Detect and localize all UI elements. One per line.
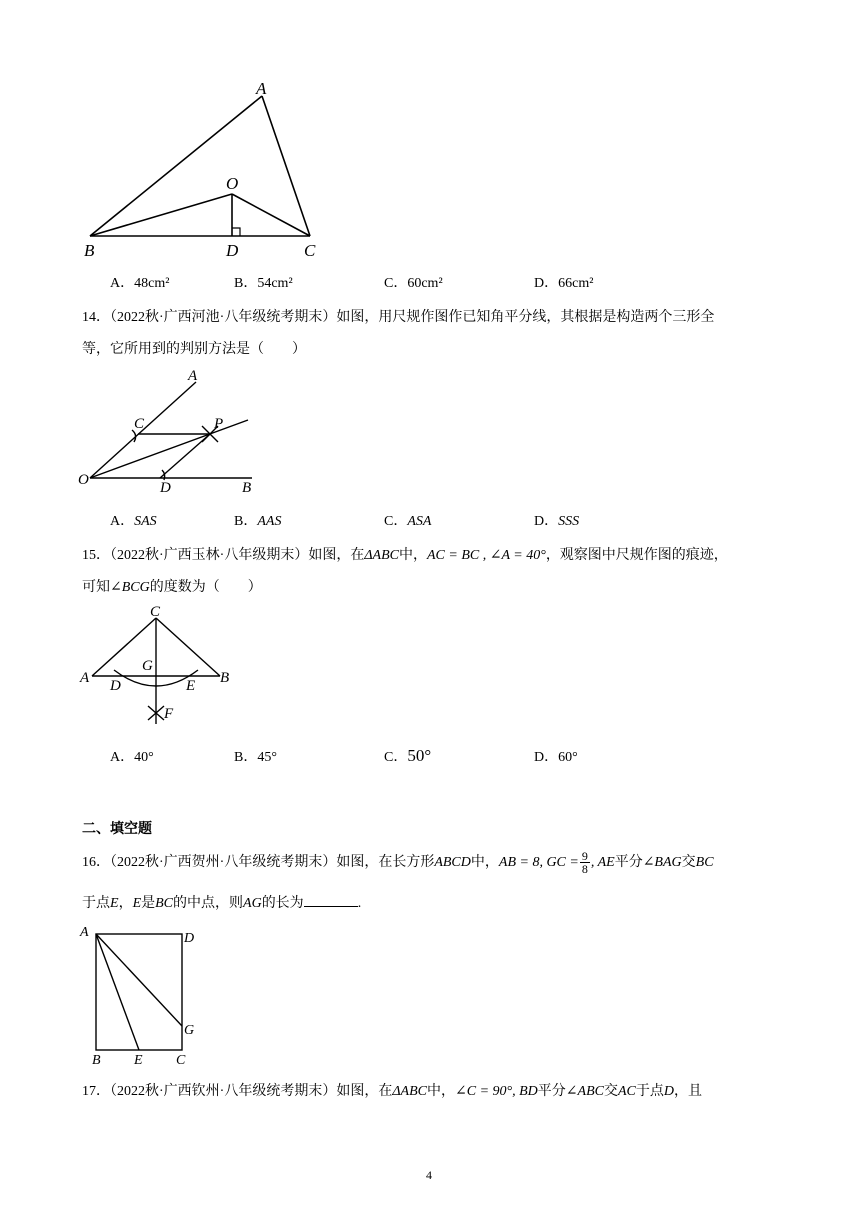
q15-option-d[interactable]: [534, 746, 578, 766]
q13-option-d[interactable]: [534, 272, 593, 292]
q16-label-c: C: [176, 1053, 186, 1064]
q13-label-o: O: [226, 174, 239, 193]
option-letter: B．: [234, 750, 258, 765]
q14-label-a: A: [188, 368, 198, 384]
option-letter: C．: [384, 276, 408, 291]
q15-label-d: D: [110, 678, 121, 694]
q16-label-g: G: [184, 1023, 195, 1038]
q14-option-b[interactable]: [234, 510, 281, 530]
q13-option-c[interactable]: [384, 272, 443, 292]
q16-text: 的长为: [261, 896, 304, 911]
q17-triangle: ΔABC: [392, 1084, 427, 1099]
q16-segment-ae: [96, 934, 139, 1050]
q16-text: 16．（2022秋·广西贺州·八年级统考期末）如图，在长方形: [82, 855, 435, 870]
q16-segment-ag: [96, 934, 182, 1026]
q16-rectangle-abcd: [96, 934, 182, 1050]
q16-fraction: [580, 850, 590, 875]
q14-label-b: B: [242, 480, 252, 496]
q14-option-c[interactable]: [384, 510, 431, 530]
q16-rectangle: ABCD: [434, 855, 471, 870]
q15-label-b: B: [220, 670, 230, 686]
section-heading: 二、填空题: [82, 821, 152, 837]
option-letter: A．: [110, 514, 135, 529]
q15-text: ，观察图中尺规作图的痕迹，: [545, 548, 728, 563]
option-letter: D．: [534, 514, 559, 529]
option-letter: C．: [384, 750, 408, 765]
q14-label-c: C: [134, 416, 145, 432]
q14-angle-bisector-figure: [76, 366, 266, 496]
q15-label-c: C: [150, 604, 161, 620]
q15-option-b[interactable]: [234, 746, 277, 766]
q16-point: E: [132, 896, 142, 911]
option-letter: D．: [534, 750, 559, 765]
q16-text: .: [357, 896, 362, 911]
q15-label-g: G: [142, 658, 153, 674]
q17-angle: ∠ABC: [565, 1084, 604, 1099]
q14-question-line1: 14．（2022秋·广西河池·八年级统考期末）如图，用尺规作图作已知角平分线，其根据是构造两个三形全: [82, 310, 715, 325]
q16-rectangle-figure: [78, 922, 208, 1064]
q16-segment: AG: [243, 896, 262, 911]
fraction-denominator: 8: [581, 862, 588, 877]
q16-text: ，: [118, 896, 133, 911]
q14-label-o: O: [78, 472, 89, 488]
option-letter: A．: [110, 276, 135, 291]
q15-angle: ∠BCG: [110, 580, 150, 595]
q17-point: D: [663, 1084, 674, 1099]
q17-segment: AC: [617, 1084, 636, 1099]
q15-text: 15．（2022秋·广西玉林·八年级期末）如图，在: [82, 548, 365, 563]
q16-text: 中，: [470, 855, 499, 870]
q16-angle: ∠BAG: [642, 855, 682, 870]
q16-label-a: A: [80, 925, 89, 940]
q15-question-line1: [82, 544, 728, 564]
q16-text: 平分: [614, 855, 643, 870]
option-text: ASA: [407, 514, 432, 529]
q16-segment: BC: [155, 896, 174, 911]
q13-segment-bo: [90, 194, 232, 236]
q16-label-e: E: [134, 1053, 143, 1064]
q15-label-e: E: [186, 678, 196, 694]
q15-text: 的度数为（ ）: [149, 580, 262, 595]
option-text: 45°: [257, 750, 277, 765]
q16-label-d: D: [184, 931, 195, 946]
q16-segment: BC: [695, 855, 714, 870]
option-text: 40°: [134, 750, 154, 765]
q17-text: 平分: [537, 1084, 566, 1099]
q16-text: 的中点，则: [173, 896, 244, 911]
option-letter: B．: [234, 514, 258, 529]
option-text: 48cm²: [134, 276, 170, 291]
q15-text: 可知: [82, 580, 110, 595]
q13-side-ab: [90, 96, 262, 236]
q15-text: 中，: [399, 548, 427, 563]
q15-condition: AC = BC , ∠A = 40°: [427, 548, 546, 563]
q17-text: 交: [603, 1084, 618, 1099]
q15-perpendicular-figure: [78, 604, 238, 728]
q14-question-line2: 等，它所用到的判别方法是（ ）: [82, 342, 306, 357]
option-text: SSS: [558, 514, 580, 529]
option-text: SAS: [134, 514, 157, 529]
q16-text: 于点: [82, 896, 110, 911]
option-text: 54cm²: [257, 276, 293, 291]
option-text: 66cm²: [558, 276, 594, 291]
option-letter: D．: [534, 276, 559, 291]
option-text: 60cm²: [407, 276, 443, 291]
q15-label-a: A: [80, 670, 90, 686]
q17-question-line1: [82, 1080, 702, 1100]
q15-side-cb: [156, 618, 220, 676]
q17-text: 于点: [635, 1084, 664, 1099]
option-text: 60°: [558, 750, 578, 765]
q14-label-d: D: [160, 480, 171, 496]
q15-question-line2: [82, 576, 262, 596]
q14-label-p: P: [214, 416, 224, 432]
q17-text: 中，: [427, 1084, 455, 1099]
q13-option-b[interactable]: [234, 272, 293, 292]
option-letter: A．: [110, 750, 135, 765]
q16-text: 是: [141, 896, 156, 911]
option-letter: B．: [234, 276, 258, 291]
q14-option-d[interactable]: [534, 510, 579, 530]
q13-side-ac: [262, 96, 310, 236]
option-text: 50°: [407, 746, 432, 765]
q16-answer-blank[interactable]: [304, 892, 358, 907]
q16-segment: , AE: [590, 855, 615, 870]
q15-triangle: ΔABC: [364, 548, 399, 563]
q13-triangle-figure: [80, 80, 340, 260]
q13-label-a: A: [256, 80, 267, 98]
q15-option-c[interactable]: [384, 746, 431, 766]
q16-question-line2: [82, 892, 361, 912]
q13-label-b: B: [84, 241, 95, 260]
q13-option-a[interactable]: [110, 272, 169, 292]
q13-label-d: D: [226, 241, 239, 260]
q16-text: 交: [681, 855, 696, 870]
q13-label-c: C: [304, 241, 316, 260]
q16-question-line1: [82, 848, 714, 878]
q17-text: ，且: [673, 1084, 702, 1099]
q15-label-f: F: [164, 706, 174, 722]
page-number: 4: [426, 1168, 432, 1182]
q17-condition: ∠C = 90°, BD: [455, 1084, 538, 1099]
q15-option-a[interactable]: [110, 746, 154, 766]
q13-right-angle-mark: [232, 228, 240, 236]
fraction-numerator: 9: [581, 849, 588, 864]
q16-point: E: [110, 896, 119, 911]
q16-condition: AB = 8, GC =: [498, 855, 579, 870]
q14-option-a[interactable]: [110, 510, 157, 530]
option-letter: C．: [384, 514, 408, 529]
option-text: AAS: [257, 514, 282, 529]
q17-text: 17．（2022秋·广西钦州·八年级统考期末）如图，在: [82, 1084, 393, 1099]
q16-label-b: B: [92, 1053, 101, 1064]
